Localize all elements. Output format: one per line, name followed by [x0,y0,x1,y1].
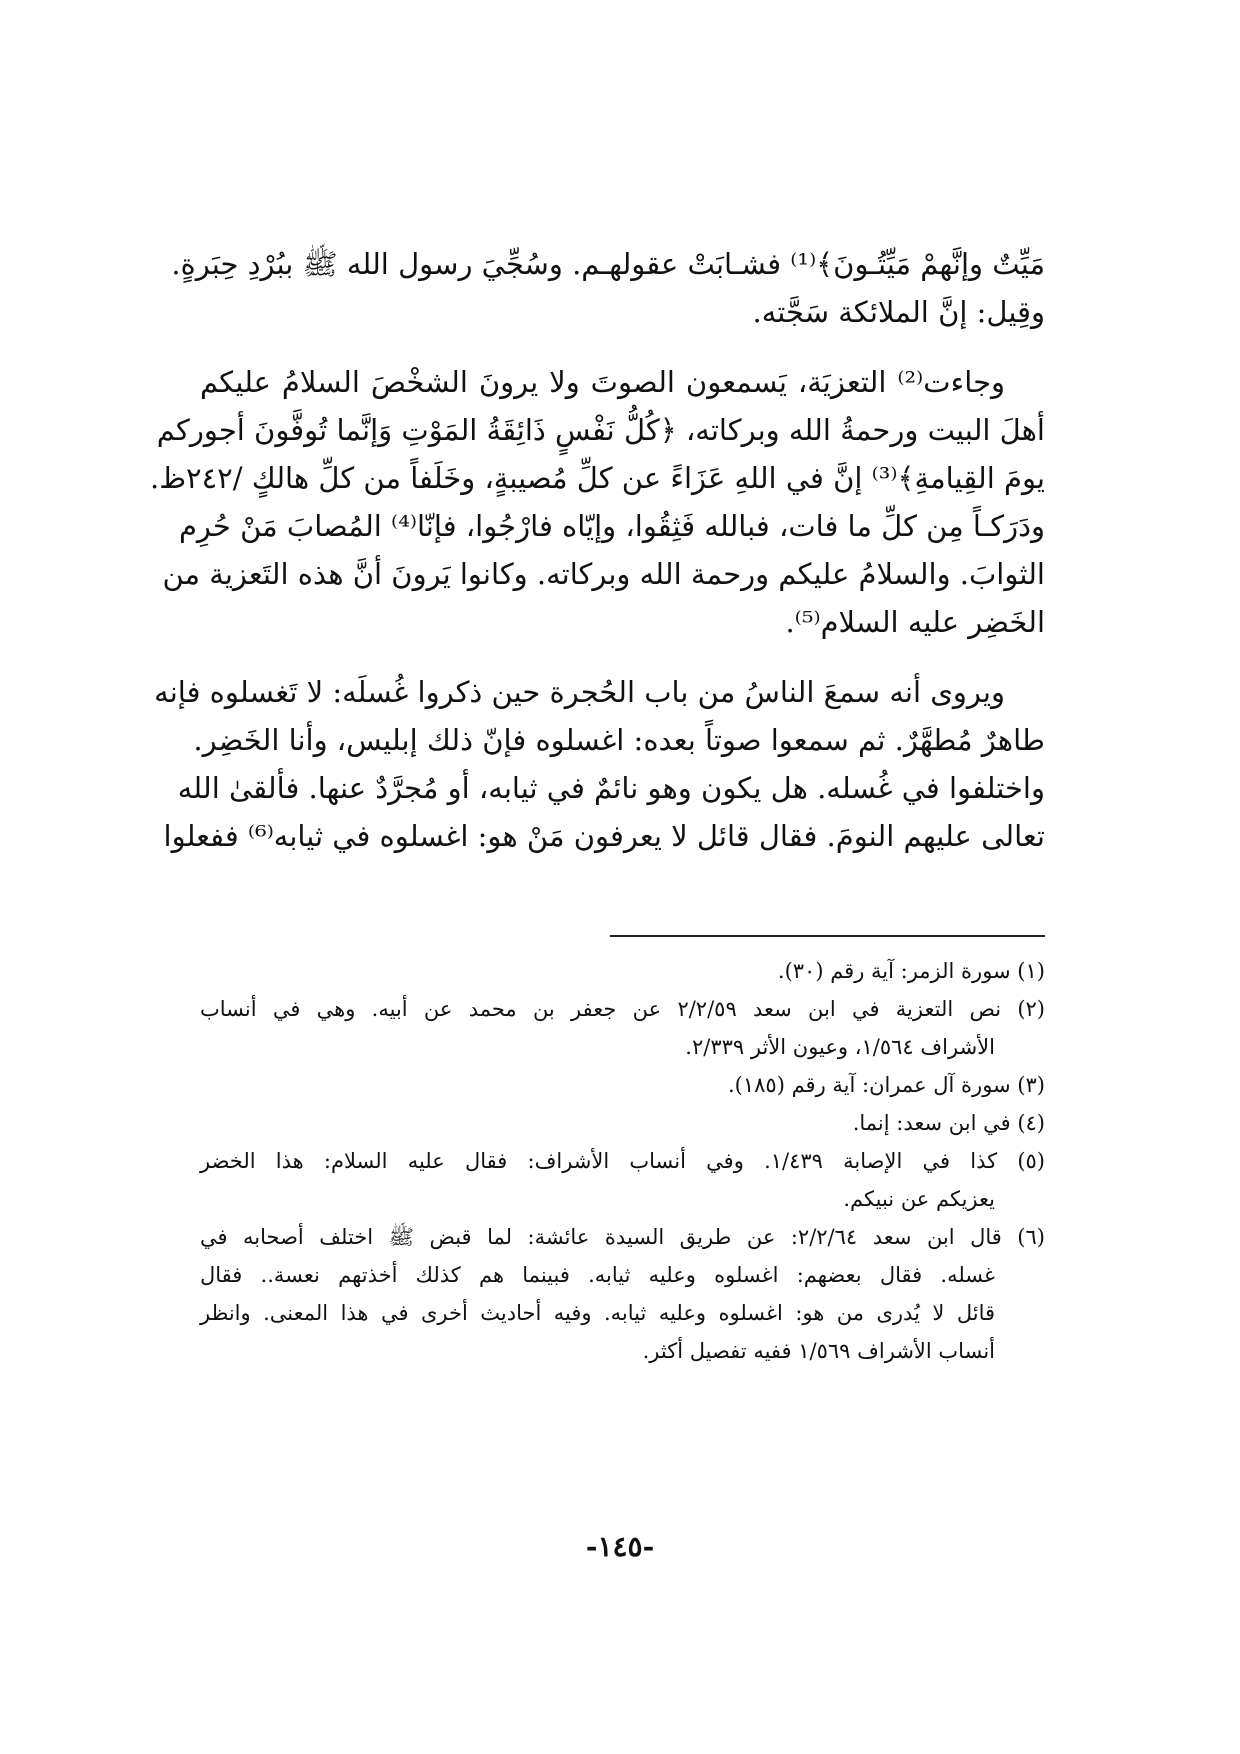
text-line: وقِيل: إنَّ الملائكة سَجَّته. [752,295,1045,329]
text-line: أهلَ البيت ورحمةُ الله وبركاته، ﴿كُلُّ نَفْسٍ ذَائِقَةُ المَوْتِ وَإنَّما تُوفَّونَ أجوركم [156,413,1045,447]
footnote-line: (١) سورة الزمر: آية رقم (٣٠). [777,959,1045,983]
footnote-line: قائل لا يُدرى من هو: اغسلوه وعليه ثيابه. وفيه أحاديث أخرى في هذا المعنى. وانظر [200,1301,995,1325]
text-line: تعالى عليهم النومَ. فقال قائل لا يعرفون مَنْ هو: اغسلوه في ثيابه⁽⁶⁾ ففعلوا [163,819,1045,853]
paragraph [149,358,1045,646]
text-line: وجاءت⁽²⁾ التعزيَة، يَسمعون الصوتَ ولا يرونَ الشخْصَ السلامُ عليكم [200,365,1005,399]
footnote [200,952,1045,990]
footnote-line: (٤) في ابن سعد: إنما. [852,1111,1045,1135]
footnote-line: أنساب الأشراف ١/٥٦٩ ففيه تفصيل أكثر. [642,1339,995,1363]
footnote-line: (٥) كذا في الإصابة ١/٤٣٩. وفي أنساب الأشراف: فقال عليه السلام: هذا الخضر [200,1149,1045,1173]
footnote-line: غسله. فقال بعضهم: اغسلوه وعليه ثيابه. فبينما هم كذلك أخذتهم نعسة.. فقال [200,1263,995,1287]
footnote [200,990,1045,1066]
main-text [149,240,1045,860]
text-line: طاهرٌ مُطهَّرٌ. ثم سمعوا صوتاً بعده: اغسلوه فإنّ ذلك إبليس، وأنا الخَضِر. [193,723,1045,757]
text-line: ودَرَكـاً مِن كلِّ ما فات، فبالله فَثِقُوا، وإيّاه فارْجُوا، فإنّا⁽⁴⁾ المُصابَ مَنْ حُرِم [178,509,1045,543]
footnote [200,1142,1045,1218]
footnote-line: (٢) نص التعزية في ابن سعد ٢/٢/٥٩ عن جعفر بن محمد عن أبيه. وهي في أنساب [200,997,1045,1021]
footnote [200,1066,1045,1104]
text-line: يومَ القِيامةِ﴾⁽³⁾ إنَّ في اللهِ عَزَاءً عن كلِّ مُصيبةٍ، وخَلَفاً من كلِّ هالكٍ /٢٤٢ظ. [149,461,1045,495]
paragraph [171,240,1045,336]
page-number: -١٤٥- [585,1530,655,1563]
text-line: الخَضِر عليه السلام⁽⁵⁾. [785,605,1045,639]
footnote-line: (٣) سورة آل عمران: آية رقم (١٨٥). [727,1073,1045,1097]
text-line: ويروى أنه سمعَ الناسُ من باب الحُجرة حين ذكروا غُسلَه: لا تَغسلوه فإنه [154,675,1005,709]
footnotes [200,952,1045,1370]
footnote [200,1104,1045,1142]
text-line: مَيِّتٌ وإنَّهمْ مَيِّتُـونَ﴾⁽¹⁾ فشـابَتْ عقولهـم. وسُجِّيَ رسول الله ﷺ ببُرْدِ حِبَرةٍ. [171,247,1045,281]
footnote-line: (٦) قال ابن سعد ٢/٢/٦٤: عن طريق السيدة عائشة: لما قبض ﷺ اختلف أصحابه في [200,1225,1045,1249]
footnote [200,1218,1045,1370]
text-line: واختلفوا في غُسله. هل يكون وهو نائمٌ في ثيابه، أو مُجرَّدٌ عنها. فألقىٰ الله [177,771,1045,805]
footnote-line: الأشراف ١/٥٦٤، وعيون الأثر ٢/٣٣٩. [685,1035,995,1059]
footnote-divider [610,935,1045,937]
paragraph [154,668,1045,860]
text-line: الثوابَ. والسلامُ عليكم ورحمة الله وبركاته. وكانوا يَرونَ أنَّ هذه التَعزية من [162,557,1045,591]
footnote-line: يعزيكم عن نبيكم. [843,1187,995,1211]
